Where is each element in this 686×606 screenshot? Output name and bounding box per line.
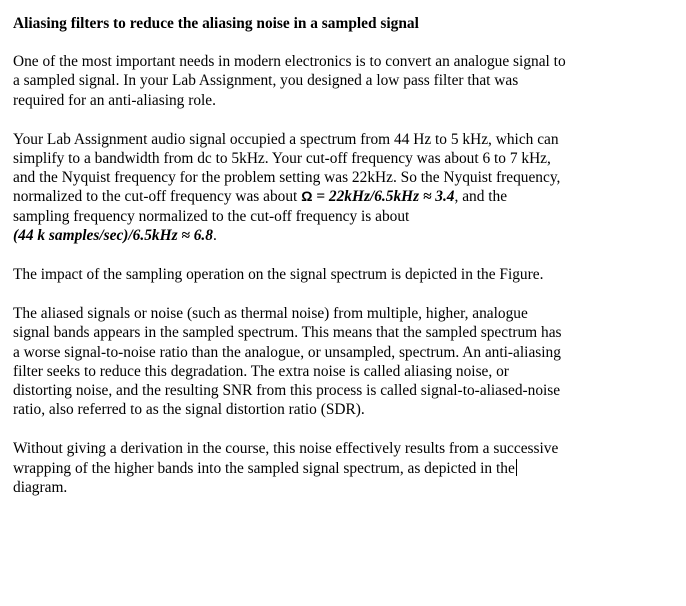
text-line: simplify to a bandwidth from dc to 5kHz. Your cut-off frequency was about 6 to 7 kHz, — [13, 150, 551, 168]
text-line: sampling frequency normalized to the cut-off frequency is about — [13, 207, 410, 225]
paragraph-lab-assignment — [13, 130, 675, 245]
document-title: Aliasing filters to reduce the aliasing noise in a sampled signal — [13, 15, 419, 32]
text-fragment: . — [212, 226, 217, 244]
text-fragment: normalized to the cut-off frequency was about — [13, 188, 302, 206]
text-line: One of the most important needs in modern electronics is to convert an analogue signal to — [13, 53, 566, 71]
paragraph-intro — [13, 52, 675, 110]
text-line: filter seeks to reduce this degradation. The extra noise is called aliasing noise, or — [13, 362, 509, 380]
text-line: and the Nyquist frequency for the problem setting was 22kHz. So the Nyquist frequency, — [13, 169, 561, 187]
text-line: distorting noise, and the resulting SNR from this process is called signal-to-aliased-noise — [13, 382, 561, 400]
text-line: diagram. — [13, 478, 68, 496]
text-line: ratio, also referred to as the signal distortion ratio (SDR). — [13, 401, 365, 419]
paragraph-derivation — [13, 439, 675, 497]
nyquist-normalized-equation: = 22kHz/6.5kHz ≈ 3.4 — [316, 188, 455, 206]
omega-symbol: Ω — [301, 188, 313, 205]
text-line: a worse signal-to-noise ratio than the analogue, or unsampled, spectrum. An anti-aliasing — [13, 343, 561, 361]
text-line: signal bands appears in the sampled spectrum. This means that the sampled spectrum has — [13, 324, 562, 342]
text-line: The aliased signals or noise (such as thermal noise) from multiple, higher, analogue — [13, 305, 528, 323]
text-line-with-cursor — [13, 459, 675, 478]
text-line: Without giving a derivation in the course, this noise effectively results from a successive — [13, 440, 559, 458]
text-line: The impact of the sampling operation on the signal spectrum is depicted in the Figure. — [13, 266, 544, 284]
document-body[interactable] — [13, 14, 675, 517]
text-line: Your Lab Assignment audio signal occupied a spectrum from 44 Hz to 5 kHz, which can — [13, 130, 559, 148]
text-fragment: , and the — [454, 188, 508, 206]
text-line-with-equation — [13, 226, 675, 245]
paragraph-impact — [13, 265, 675, 284]
text-cursor — [516, 459, 517, 476]
text-line: a sampled signal. In your Lab Assignment, you designed a low pass filter that was — [13, 72, 519, 90]
paragraph-aliased-noise — [13, 304, 675, 419]
text-fragment: wrapping of the higher bands into the sampled signal spectrum, as depicted in the — [13, 459, 515, 477]
text-line: required for an anti-aliasing role. — [13, 91, 216, 109]
sampling-normalized-equation: (44 k samples/sec)/6.5kHz ≈ 6.8 — [13, 226, 213, 244]
text-line-with-equation — [13, 187, 675, 206]
